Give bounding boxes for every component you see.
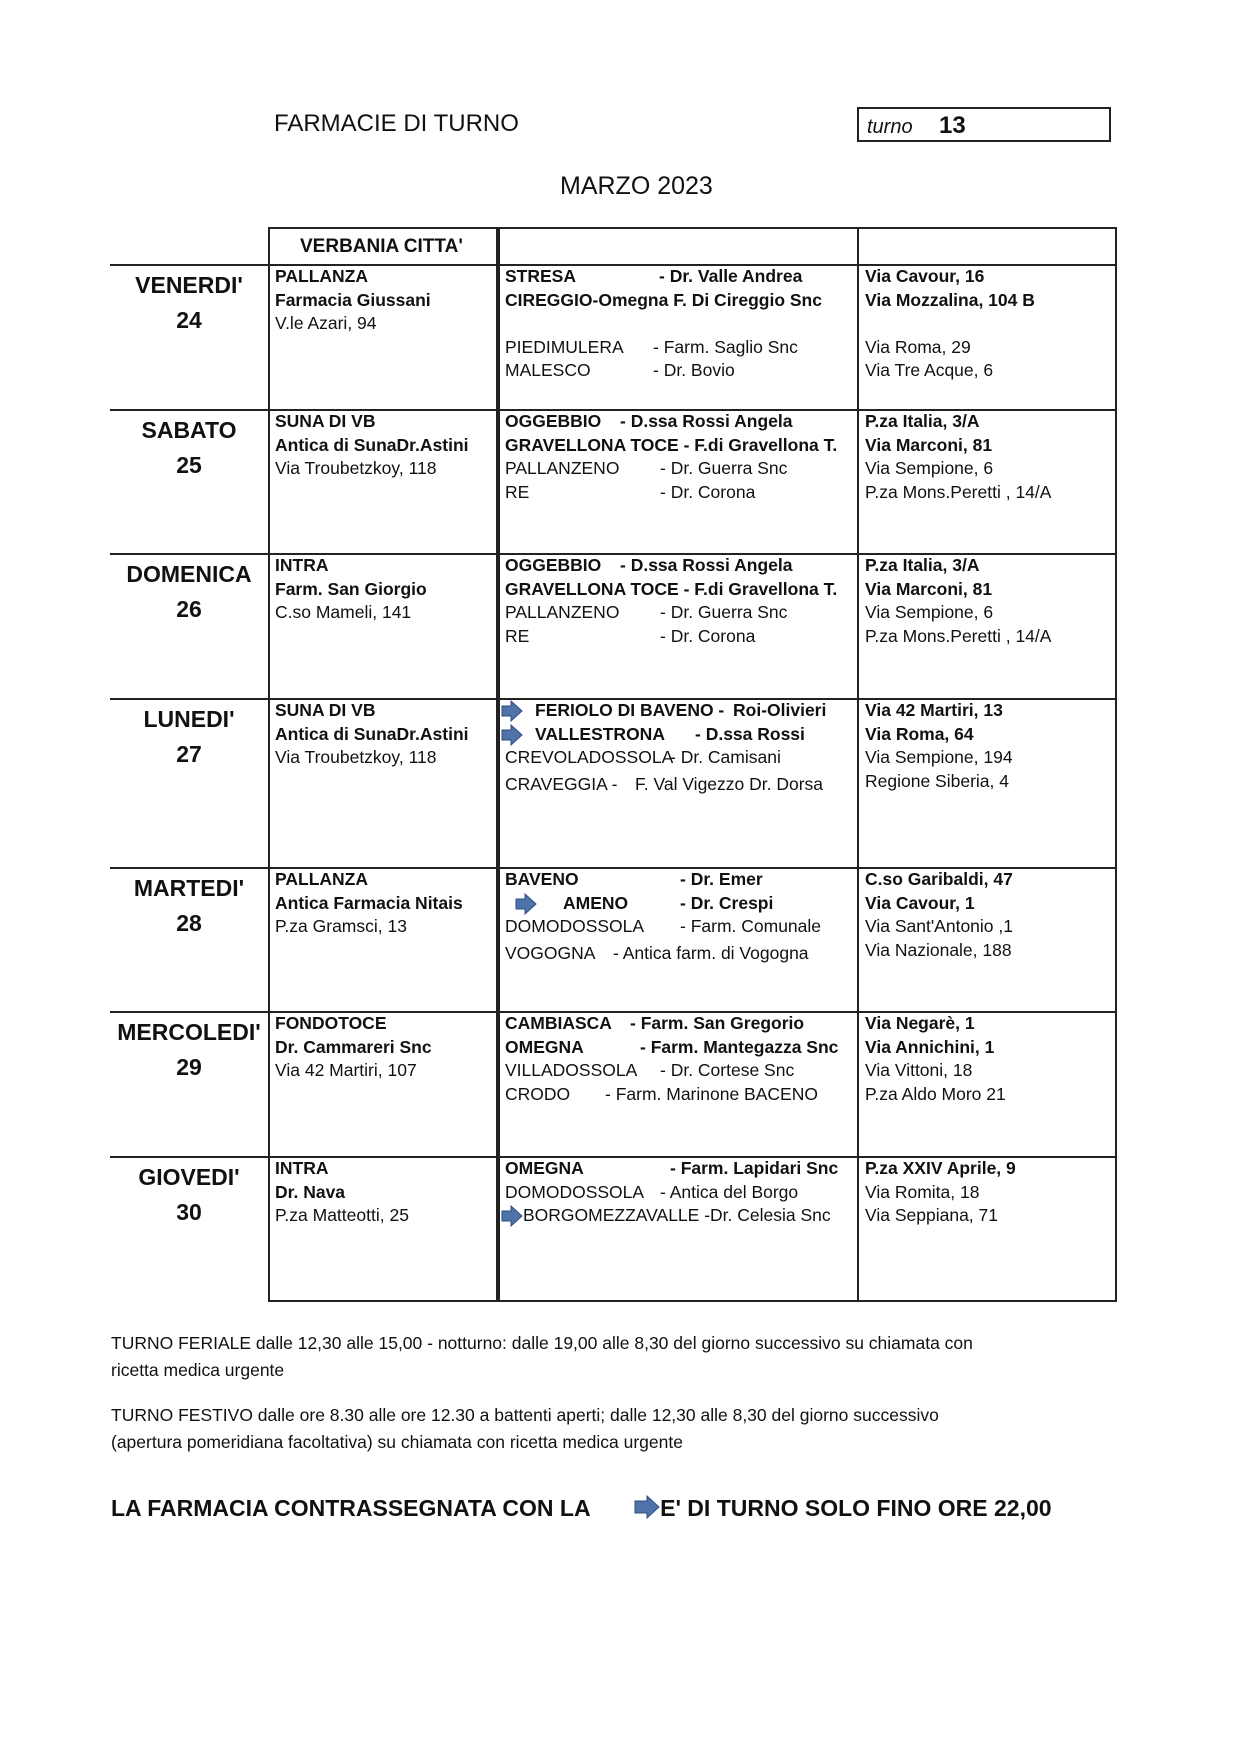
pharmacy-line [505, 746, 850, 770]
verbania-pharmacy [275, 265, 431, 336]
pharmacy-town: PALLANZENO [505, 458, 620, 478]
pharmacy-address: P.za Gramsci, 13 [275, 916, 407, 936]
day-label [114, 1160, 264, 1230]
pharmacy-name: Dr. Nava [275, 1181, 346, 1202]
day-name: VENERDI' [135, 272, 243, 298]
address-line: P.za Mons.Peretti , 14/A [865, 481, 1052, 502]
turno-number: 13 [939, 112, 966, 139]
day-name: LUNEDI' [143, 706, 235, 732]
arrow-icon [501, 700, 523, 722]
verbania-pharmacy [275, 410, 469, 481]
pharmacy-address: C.so Mameli, 141 [275, 602, 412, 622]
pharmacy-town: STRESA [505, 266, 576, 286]
pharmacy-line [505, 1083, 850, 1107]
pharmacy-line [505, 699, 850, 723]
verbania-pharmacy [275, 554, 427, 625]
pharmacy-owner: - Dr. Cortese Snc [660, 1060, 795, 1080]
pharmacy-owner: - Dr. Bovio [653, 360, 735, 380]
address-line: C.so Garibaldi, 47 [865, 869, 1013, 889]
pharmacy-address: P.za Matteotti, 25 [275, 1205, 409, 1225]
pharmacy-owner: - Farm. Saglio Snc [653, 336, 798, 357]
final-notice-left: LA FARMACIA CONTRASSEGNATA CON LA [111, 1495, 590, 1521]
pharmacy-line [505, 868, 850, 892]
pharmacy-name: Antica di SunaDr.Astini [275, 723, 469, 744]
pharmacy-town: OMEGNA [505, 1158, 584, 1178]
address-line: P.za Mons.Peretti , 14/A [865, 625, 1052, 646]
address-line: P.za Aldo Moro 21 [865, 1083, 1006, 1104]
province-pharmacies [505, 410, 850, 504]
final-notice-right: E' DI TURNO SOLO FINO ORE 22,00 [660, 1495, 1052, 1521]
verbania-pharmacy [275, 1157, 409, 1228]
address-line: Via Vittoni, 18 [865, 1060, 973, 1080]
pharmacy-line [505, 1012, 850, 1036]
province-addresses [865, 554, 1051, 648]
address-line: Via Mozzalina, 104 B [865, 289, 1035, 310]
pharmacy-line [505, 601, 850, 625]
province-pharmacies [505, 699, 850, 796]
day-number: 28 [176, 910, 202, 936]
pharmacy-town: PALLANZENO [505, 602, 620, 622]
address-line: Via Nazionale, 188 [865, 939, 1012, 960]
province-addresses [865, 699, 1013, 793]
column-divider [268, 227, 270, 1302]
day-label [114, 1015, 264, 1085]
address-line: P.za XXIV Aprile, 9 [865, 1158, 1016, 1178]
pharmacy-town: OGGEBBIO [505, 411, 602, 431]
day-name: SABATO [141, 417, 237, 443]
pharmacy-line [505, 625, 850, 649]
province-pharmacies [505, 554, 850, 648]
pharmacy-line [505, 723, 850, 747]
table-border-right [1115, 227, 1117, 1302]
address-line: Via Cavour, 16 [865, 266, 985, 286]
address-line: Via Negarè, 1 [865, 1013, 975, 1033]
pharmacy-line [505, 554, 850, 578]
pharmacy-owner: - Dr. Crespi [680, 892, 774, 913]
pharmacy-town: GRAVELLONA TOCE - F.di Gravellona T. [505, 434, 838, 455]
address-line: Via Annichini, 1 [865, 1036, 995, 1057]
province-addresses [865, 265, 1035, 383]
arrow-icon [501, 1205, 523, 1227]
month-year: MARZO 2023 [560, 172, 713, 200]
pharmacy-line [505, 312, 850, 336]
day-number: 25 [176, 452, 202, 478]
pharmacy-address: V.le Azari, 94 [275, 313, 377, 333]
pharmacy-town: RE [505, 625, 530, 646]
pharmacy-line [505, 915, 850, 939]
arrow-icon [515, 893, 537, 915]
pharmacy-location: PALLANZA [275, 266, 368, 286]
column-divider-thick [496, 227, 500, 1302]
turno-label: turno [867, 116, 913, 138]
pharmacy-line [505, 359, 850, 383]
pharmacy-town: FERIOLO DI BAVENO - [535, 700, 725, 720]
province-addresses [865, 868, 1013, 962]
day-number: 30 [176, 1199, 202, 1225]
address-line: Via Sempione, 6 [865, 602, 994, 622]
pharmacy-line [505, 942, 850, 966]
day-name: MARTEDI' [133, 875, 245, 901]
pharmacy-owner: - Dr. Emer [680, 869, 763, 889]
pharmacy-owner: - Antica del Borgo [660, 1181, 799, 1202]
turno-box [857, 107, 1111, 142]
pharmacy-location: SUNA DI VB [275, 411, 376, 431]
final-notice [111, 1492, 1052, 1522]
day-label [114, 268, 264, 338]
pharmacy-location: FONDOTOCE [275, 1013, 387, 1033]
pharmacy-town: VOGOGNA [505, 942, 596, 963]
pharmacy-town: MALESCO [505, 360, 591, 380]
verbania-pharmacy [275, 1012, 432, 1083]
pharmacy-line [505, 1059, 850, 1083]
pharmacy-line [505, 1036, 850, 1060]
province-addresses [865, 410, 1051, 504]
day-name: GIOVEDI' [138, 1164, 240, 1190]
pharmacy-owner: - Dr. Valle Andrea [659, 266, 803, 286]
pharmacy-name: Farm. San Giorgio [275, 578, 427, 599]
address-line: Via Roma, 29 [865, 336, 971, 357]
pharmacy-name: Dr. Cammareri Snc [275, 1036, 432, 1057]
pharmacy-line [505, 1204, 850, 1228]
pharmacy-owner: Roi-Olivieri [733, 700, 827, 720]
pharmacy-name: Antica di SunaDr.Astini [275, 434, 469, 455]
pharmacy-owner: - Dr. Corona [660, 625, 756, 646]
day-label [114, 557, 264, 627]
pharmacy-name: Antica Farmacia Nitais [275, 892, 463, 913]
address-line: Via 42 Martiri, 13 [865, 700, 1003, 720]
day-number: 24 [176, 307, 202, 333]
arrow-icon [634, 1495, 660, 1519]
pharmacy-address: Via Troubetzkoy, 118 [275, 747, 437, 767]
address-line: P.za Italia, 3/A [865, 411, 980, 431]
pharmacy-line [505, 265, 850, 289]
pharmacy-address: Via 42 Martiri, 107 [275, 1060, 417, 1080]
pharmacy-town: VALLESTRONA [535, 723, 665, 744]
pharmacy-address: Via Troubetzkoy, 118 [275, 458, 437, 478]
address-line: P.za Italia, 3/A [865, 555, 980, 575]
verbania-pharmacy [275, 699, 469, 770]
day-label [114, 702, 264, 772]
pharmacy-town: OGGEBBIO [505, 555, 602, 575]
pharmacy-name: Farmacia Giussani [275, 289, 431, 310]
pharmacy-town: OMEGNA [505, 1036, 584, 1057]
pharmacy-owner: F. Val Vigezzo Dr. Dorsa [635, 773, 824, 794]
province-pharmacies [505, 265, 850, 383]
pharmacy-line [505, 892, 850, 916]
pharmacy-location: PALLANZA [275, 869, 368, 889]
column-header-verbania: VERBANIA CITTA' [300, 236, 463, 257]
address-line: Via Sant'Antonio ,1 [865, 916, 1013, 936]
pharmacy-line [505, 578, 850, 602]
pharmacy-owner: - Farm. Comunale [680, 916, 822, 936]
pharmacy-owner: - Farm. Lapidari Snc [670, 1158, 839, 1178]
pharmacy-town: AMENO [563, 892, 629, 913]
province-pharmacies [505, 1157, 850, 1228]
province-pharmacies [505, 1012, 850, 1106]
pharmacy-town: DOMODOSSOLA [505, 916, 645, 936]
pharmacy-owner: - Farm. Mantegazza Snc [640, 1036, 839, 1057]
pharmacy-line [505, 773, 850, 797]
pharmacy-town: GRAVELLONA TOCE - F.di Gravellona T. [505, 578, 838, 599]
day-name: DOMENICA [126, 561, 252, 587]
pharmacy-owner: - Dr. Camisani [670, 747, 781, 767]
pharmacy-line [505, 336, 850, 360]
note-turno-feriale: TURNO FERIALE dalle 12,30 alle 15,00 - notturno: dalle 19,00 alle 8,30 del giorno successivo su chiamata con ricetta medica urgente [111, 1333, 973, 1380]
address-line [865, 312, 1035, 336]
pharmacy-owner: Dr. Celesia Snc [710, 1205, 831, 1225]
address-line: Via Roma, 64 [865, 723, 974, 744]
pharmacy-line [505, 1181, 850, 1205]
pharmacy-town: CRODO [505, 1083, 571, 1104]
pharmacy-line [505, 289, 850, 313]
province-addresses [865, 1157, 1016, 1228]
note-turno-festivo: TURNO FESTIVO dalle ore 8.30 alle ore 12.30 a battenti aperti; dalle 12,30 alle 8,30 del giorno successivo (apertura pomeridiana facoltativa) su chiamata con ricetta medica urgente [111, 1405, 939, 1452]
pharmacy-town: CAMBIASCA [505, 1013, 612, 1033]
address-line: Via Tre Acque, 6 [865, 360, 994, 380]
pharmacy-line [505, 434, 850, 458]
page-title: FARMACIE DI TURNO [274, 110, 519, 137]
pharmacy-owner: - Farm. Marinone BACENO [605, 1083, 818, 1104]
table-border-top [268, 227, 1117, 229]
address-line: Regione Siberia, 4 [865, 770, 1009, 791]
pharmacy-town: CIREGGIO-Omegna F. Di Cireggio Snc [505, 289, 822, 310]
pharmacy-owner: - Farm. San Gregorio [630, 1013, 805, 1033]
pharmacy-location: SUNA DI VB [275, 700, 376, 720]
day-label [114, 413, 264, 483]
address-line: Via Marconi, 81 [865, 434, 993, 455]
pharmacy-town: CRAVEGGIA - [505, 773, 618, 794]
pharmacy-owner: - Antica farm. di Vogogna [613, 942, 809, 963]
pharmacy-town: DOMODOSSOLA [505, 1181, 645, 1202]
address-line: Via Marconi, 81 [865, 578, 993, 599]
day-number: 26 [176, 596, 202, 622]
day-label [114, 871, 264, 941]
verbania-pharmacy [275, 868, 463, 939]
address-line: Via Sempione, 6 [865, 458, 994, 478]
pharmacy-owner: - D.ssa Rossi Angela [620, 555, 793, 575]
province-addresses [865, 1012, 1006, 1106]
pharmacy-line [505, 481, 850, 505]
pharmacy-owner: - Dr. Corona [660, 481, 756, 502]
address-line: Via Seppiana, 71 [865, 1205, 998, 1225]
arrow-icon [501, 724, 523, 746]
pharmacy-owner: - D.ssa Rossi [695, 723, 805, 744]
pharmacy-town: RE [505, 481, 530, 502]
pharmacy-owner: - D.ssa Rossi Angela [620, 411, 793, 431]
pharmacy-town: BAVENO [505, 869, 579, 889]
address-line: Via Romita, 18 [865, 1181, 980, 1202]
address-line: Via Sempione, 194 [865, 747, 1013, 767]
pharmacy-town: PIEDIMULERA [505, 336, 624, 357]
day-name: MERCOLEDI' [117, 1019, 261, 1045]
pharmacy-owner: - Dr. Guerra Snc [660, 602, 788, 622]
pharmacy-owner: - Dr. Guerra Snc [660, 458, 788, 478]
pharmacy-town: VILLADOSSOLA [505, 1060, 638, 1080]
pharmacy-line [505, 410, 850, 434]
pharmacy-town: BORGOMEZZAVALLE - [523, 1205, 711, 1225]
row-divider [268, 1300, 1117, 1302]
pharmacy-location: INTRA [275, 555, 329, 575]
column-divider [857, 227, 859, 1302]
pharmacy-location: INTRA [275, 1158, 329, 1178]
day-number: 29 [176, 1054, 202, 1080]
pharmacy-town: CREVOLADOSSOLA [505, 747, 674, 767]
pharmacy-line [505, 1157, 850, 1181]
day-number: 27 [176, 741, 202, 767]
address-line: Via Cavour, 1 [865, 892, 975, 913]
province-pharmacies [505, 868, 850, 965]
pharmacy-line [505, 457, 850, 481]
